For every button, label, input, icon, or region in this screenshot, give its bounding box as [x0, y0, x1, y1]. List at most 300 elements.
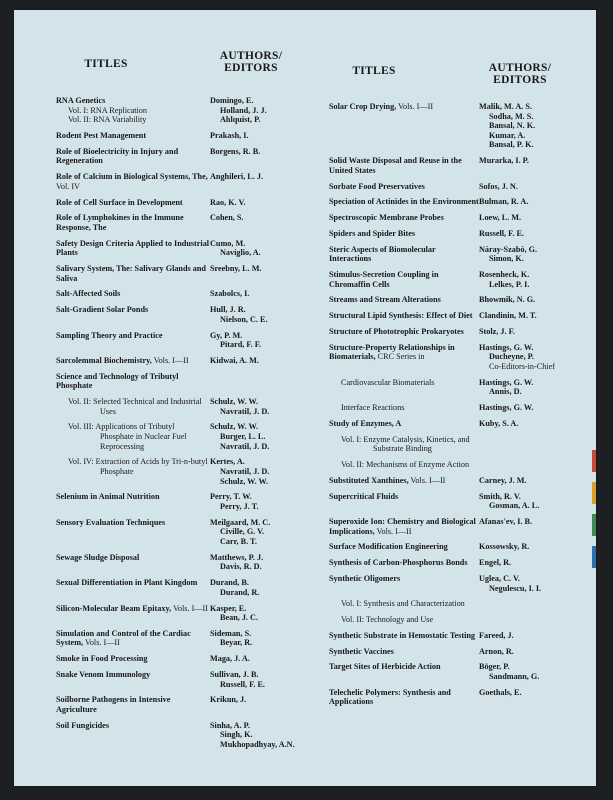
- author-name: Lelkes, P. I.: [489, 279, 530, 289]
- entry-title: Sarcolemmal Biochemistry,: [56, 355, 152, 365]
- catalog-entry: [329, 343, 587, 372]
- entry-title: Role of Calcium in Biological Systems, The,: [56, 172, 208, 182]
- author-name: Navratil, J. D.: [220, 467, 270, 477]
- author-name: Hastings, G. W.: [479, 377, 534, 387]
- entry-subvolume: Vol. I: Synthesis and Characterization: [341, 599, 465, 609]
- catalog-entry: [56, 578, 318, 597]
- entry-title: Role of Cell Surface in Development: [56, 197, 183, 207]
- entry-title: Study of Enzymes, A: [329, 418, 402, 428]
- author-name: Náray-Szabó, G.: [479, 244, 537, 254]
- entry-authors: [479, 102, 587, 150]
- catalog-entry: [56, 629, 318, 648]
- entry-title-block: [329, 615, 479, 625]
- entry-authors: [210, 264, 318, 283]
- catalog-entry: [56, 553, 318, 572]
- entry-subvolume: Vol. I: RNA Replication: [68, 105, 147, 115]
- catalog-entry: [56, 172, 318, 191]
- entry-volume: CRC Series in: [377, 352, 425, 362]
- catalog-entry: [329, 615, 587, 625]
- entry-title: Science and Technology of Tributyl Phosphate: [56, 371, 179, 391]
- author-name: Afanas'ev, I. B.: [479, 516, 532, 526]
- edge-tab: [592, 482, 596, 504]
- entry-authors: [210, 578, 318, 597]
- catalog-entry: [329, 517, 587, 536]
- catalog-entry: [56, 96, 318, 125]
- author-name: Prakash, I.: [210, 130, 249, 140]
- author-name: Hull, J. R.: [210, 305, 246, 315]
- author-name: Kertes, A.: [210, 457, 245, 467]
- entry-authors: [479, 599, 587, 609]
- catalog-entry: [329, 295, 587, 305]
- entry-title: Superoxide Ion: Chemistry and Biological Implications,: [329, 516, 476, 536]
- catalog-entry: [56, 264, 318, 283]
- edge-tab: [592, 546, 596, 568]
- left-column: [56, 50, 318, 756]
- catalog-entry: [329, 574, 587, 593]
- entry-title: Structure of Phototrophic Prokaryotes: [329, 326, 464, 336]
- entry-title-block: [329, 311, 479, 321]
- entry-authors: [479, 295, 587, 305]
- entry-authors: [479, 156, 587, 175]
- author-name: Russell, F. E.: [479, 228, 524, 238]
- catalog-entry: [329, 229, 587, 239]
- entry-title-block: [329, 378, 479, 397]
- entry-title-block: [329, 542, 479, 552]
- entry-authors: [210, 422, 318, 451]
- entry-authors: [210, 198, 318, 208]
- catalog-entry: [329, 492, 587, 511]
- entry-volume: Vol. IV: [56, 181, 80, 191]
- entry-authors: [479, 631, 587, 641]
- catalog-entry: [56, 356, 318, 366]
- entry-title-block: [56, 213, 210, 232]
- author-name: Murarka, I. P.: [479, 156, 529, 166]
- entry-title-block: [56, 131, 210, 141]
- left-column-header: [56, 50, 318, 74]
- entry-subvolume: Vol. II: Mechanisms of Enzyme Action: [341, 460, 470, 470]
- catalog-entry: [329, 688, 587, 707]
- entry-title: Substituted Xanthines,: [329, 475, 409, 485]
- entry-title-block: [56, 372, 210, 391]
- entry-title: Spiders and Spider Bites: [329, 228, 416, 238]
- author-name: Schulz, W. W.: [210, 397, 259, 407]
- entry-title: Target Sites of Herbicide Action: [329, 662, 441, 672]
- entry-authors: [479, 542, 587, 552]
- entry-title-block: [329, 517, 479, 536]
- author-name: Loew, L. M.: [479, 213, 522, 223]
- author-name: Rosenheck, K.: [479, 270, 530, 280]
- entry-authors: [210, 289, 318, 299]
- entry-subvolume: Vol. II: RNA Variability: [68, 115, 147, 125]
- entry-authors: [210, 331, 318, 350]
- author-name: Malik, M. A. S.: [479, 102, 532, 111]
- catalog-entry: [56, 213, 318, 232]
- edge-tab: [592, 450, 596, 472]
- entry-title: Salt-Gradient Solar Ponds: [56, 305, 149, 315]
- entry-authors: [479, 197, 587, 207]
- author-name: Goethals, E.: [479, 687, 522, 697]
- author-name: Böger, P.: [479, 662, 510, 672]
- entry-authors: [210, 518, 318, 547]
- entry-title: Surface Modification Engineering: [329, 542, 448, 552]
- entry-authors: [479, 343, 587, 372]
- entry-title: Soilborne Pathogens in Intensive Agriculture: [56, 695, 171, 714]
- author-name: Perry, J. T.: [220, 502, 259, 511]
- entry-title: Synthesis of Carbon-Phosphorus Bonds: [329, 558, 468, 568]
- author-name: Sideman, S.: [210, 628, 252, 638]
- entry-title-block: [329, 476, 479, 486]
- author-name: Kidwai, A. M.: [210, 355, 259, 365]
- entry-title: Salt-Affected Soils: [56, 289, 121, 299]
- entry-title: Sensory Evaluation Techniques: [56, 517, 166, 527]
- entry-title-block: [329, 647, 479, 657]
- entry-title-block: [329, 631, 479, 641]
- catalog-entry: [329, 270, 587, 289]
- entry-title-block: [56, 397, 210, 416]
- author-name: Durand, R.: [220, 587, 260, 597]
- catalog-entry: [56, 331, 318, 350]
- author-name: Davis, R. D.: [220, 562, 262, 572]
- author-name: Hastings, G. W.: [479, 403, 534, 413]
- authors-heading: AUTHORS/ EDITORS: [488, 62, 552, 86]
- catalog-entry: [56, 422, 318, 451]
- entry-authors: [479, 245, 587, 264]
- author-name: Carney, J. M.: [479, 475, 527, 485]
- entry-authors: [210, 397, 318, 416]
- catalog-entry: [329, 662, 587, 681]
- entry-subseries: Cardiovascular Biomaterials: [341, 377, 435, 387]
- entry-title: Sexual Differentiation in Plant Kingdom: [56, 578, 198, 588]
- entry-volume: Vols. I—II: [84, 638, 120, 648]
- entry-authors: [479, 558, 587, 568]
- entry-title-block: [329, 295, 479, 305]
- author-name: Civille, G. V.: [220, 527, 265, 537]
- entry-title-block: [329, 245, 479, 264]
- entry-authors: [479, 492, 587, 511]
- entry-authors: [479, 647, 587, 657]
- entry-volume: Vols. I—II: [410, 475, 446, 485]
- author-name: Kuby, S. A.: [479, 418, 519, 428]
- author-name: Maga, J. A.: [210, 654, 250, 664]
- entry-authors: [479, 615, 587, 625]
- entry-title-block: [329, 558, 479, 568]
- entry-authors: [210, 305, 318, 324]
- entry-authors: [210, 654, 318, 664]
- author-name: Cohen, S.: [210, 213, 244, 223]
- entry-authors: [479, 403, 587, 413]
- entry-title-block: [329, 435, 479, 454]
- entry-title-block: [56, 239, 210, 258]
- entry-title-block: [329, 492, 479, 511]
- entry-title-block: [56, 198, 210, 208]
- entry-title: Structure-Property Relationships in Biomaterials,: [329, 342, 455, 362]
- catalog-entry: [56, 131, 318, 141]
- entry-subvolume: Vol. I: Enzyme Catalysis, Kinetics, and Substrate Binding: [341, 434, 470, 454]
- entry-title-block: [56, 629, 210, 648]
- catalog-entry: [56, 604, 318, 623]
- author-name: Sullivan, J. B.: [210, 670, 259, 680]
- entry-title-block: [56, 721, 210, 750]
- author-name: Sinha, A. P.: [210, 720, 250, 730]
- author-name: Clandinin, M. T.: [479, 311, 537, 321]
- entry-title: Salivary System, The: Salivary Glands and Saliva: [56, 264, 206, 283]
- entry-authors: [479, 435, 587, 454]
- author-name: Arnon, R.: [479, 646, 514, 656]
- author-name: Beyar, R.: [220, 638, 253, 648]
- entry-title: Supercritical Fluids: [329, 491, 399, 501]
- entry-authors: [210, 670, 318, 689]
- entry-title-block: [329, 182, 479, 192]
- author-note: Co-Editors-in-Chief: [489, 361, 555, 371]
- entry-authors: [210, 213, 318, 232]
- entry-subseries: Interface Reactions: [341, 403, 405, 413]
- entry-title: Sampling Theory and Practice: [56, 330, 163, 340]
- entry-title-block: [56, 518, 210, 547]
- author-name: Navratil, J. D.: [220, 406, 270, 416]
- catalog-entry: [329, 102, 587, 150]
- entry-authors: [210, 604, 318, 623]
- catalog-entry: [56, 198, 318, 208]
- entry-subvolume: Vol. II: Selected Technical and Industrial Uses: [68, 397, 202, 416]
- entry-title: Sorbate Food Preservatives: [329, 181, 425, 191]
- entry-authors: [479, 476, 587, 486]
- author-name: Carr, B. T.: [220, 536, 257, 546]
- entry-title: Snake Venom Immunology: [56, 670, 151, 680]
- author-name: Fareed, J.: [479, 630, 514, 640]
- catalog-entry: [56, 492, 318, 511]
- entry-authors: [210, 372, 318, 391]
- entry-title-block: [329, 343, 479, 372]
- catalog-entry: [56, 457, 318, 486]
- entry-authors: [479, 662, 587, 681]
- entry-title-block: [56, 264, 210, 283]
- author-name: Kossowsky, R.: [479, 542, 530, 552]
- entry-title: Synthetic Vaccines: [329, 646, 394, 656]
- catalog-entry: [56, 239, 318, 258]
- author-name: Krikun, J.: [210, 695, 247, 705]
- entry-title-block: [329, 156, 479, 175]
- entry-title: Synthetic Oligomers: [329, 573, 401, 583]
- entry-authors: [210, 147, 318, 166]
- edge-color-tabs: [592, 450, 596, 578]
- author-name: Hastings, G. W.: [479, 342, 534, 352]
- entry-title-block: [329, 327, 479, 337]
- entry-volume: Vols. I—II: [153, 355, 189, 365]
- entry-title-block: [56, 695, 210, 714]
- author-name: Schulz, W. W.: [210, 422, 259, 432]
- titles-heading: TITLES: [352, 65, 396, 77]
- entry-authors: [479, 327, 587, 337]
- entry-title: Rodent Pest Management: [56, 130, 147, 140]
- entry-title-block: [329, 599, 479, 609]
- catalog-entry: [56, 397, 318, 416]
- author-name: Sreebny, L. M.: [210, 264, 262, 274]
- entry-authors: [210, 172, 318, 191]
- author-name: Naviglio, A.: [220, 248, 261, 258]
- author-name: Burger, L. L.: [220, 432, 266, 442]
- entry-title-block: [56, 147, 210, 166]
- entry-title-block: [56, 356, 210, 366]
- author-name: Matthews, P. J.: [210, 552, 264, 562]
- catalog-entry: [56, 372, 318, 391]
- catalog-entry: [329, 403, 587, 413]
- entry-title: Safety Design Criteria Applied to Industrial Plants: [56, 238, 210, 258]
- entry-title-block: [56, 457, 210, 486]
- catalog-entry: [56, 147, 318, 166]
- author-name: Annis, D.: [489, 387, 522, 397]
- author-name: Perry, T. W.: [210, 492, 252, 502]
- entry-title: Simulation and Control of the Cardiac System,: [56, 628, 191, 648]
- entry-authors: [479, 311, 587, 321]
- entry-title-block: [56, 604, 210, 623]
- author-name: Gy, P. M.: [210, 330, 243, 340]
- catalog-entry: [56, 670, 318, 689]
- entry-title-block: [56, 578, 210, 597]
- author-name: Bean, J. C.: [220, 613, 258, 623]
- author-name: Schulz, W. W.: [220, 476, 269, 486]
- entry-authors: [479, 688, 587, 707]
- catalog-page: [14, 10, 596, 786]
- author-name: Singh, K.: [220, 730, 253, 740]
- entry-title: Spectroscopic Membrane Probes: [329, 213, 444, 223]
- left-entries: [56, 96, 318, 750]
- author-name: Kumar, A.: [489, 130, 526, 140]
- catalog-entry: [56, 289, 318, 299]
- entry-authors: [479, 574, 587, 593]
- entry-title-block: [56, 305, 210, 324]
- author-name: Engel, R.: [479, 558, 512, 568]
- entry-authors: [479, 419, 587, 429]
- entry-authors: [479, 517, 587, 536]
- author-name: Kasper, E.: [210, 603, 247, 613]
- author-name: Simon, K.: [489, 254, 524, 264]
- catalog-entry: [329, 476, 587, 486]
- entry-title-block: [329, 662, 479, 681]
- entry-authors: [210, 356, 318, 366]
- entry-title: Smoke in Food Processing: [56, 654, 148, 664]
- catalog-entry: [56, 721, 318, 750]
- catalog-entry: [329, 197, 587, 207]
- entry-title: Role of Lymphokines in the Immune Response, The: [56, 213, 184, 232]
- catalog-entry: [329, 245, 587, 264]
- entry-title-block: [56, 670, 210, 689]
- catalog-entry: [329, 378, 587, 397]
- entry-title-block: [329, 213, 479, 223]
- catalog-entry: [329, 419, 587, 429]
- entry-title: Streams and Stream Alterations: [329, 295, 441, 305]
- entry-title-block: [329, 197, 479, 207]
- catalog-entry: [56, 518, 318, 547]
- entry-authors: [210, 131, 318, 141]
- catalog-entry: [329, 647, 587, 657]
- entry-authors: [479, 378, 587, 397]
- author-name: Durand, B.: [210, 578, 249, 588]
- entry-title: Speciation of Actinides in the Environment: [329, 197, 479, 207]
- entry-volume: Vols. I—II: [173, 603, 208, 613]
- right-column: [329, 62, 587, 713]
- entry-title: Sewage Sludge Disposal: [56, 552, 140, 562]
- author-name: Uglea, C. V.: [479, 573, 520, 583]
- author-name: Bulman, R. A.: [479, 197, 529, 207]
- right-column-header: [329, 62, 587, 86]
- entry-title-block: [329, 270, 479, 289]
- entry-title: Solar Crop Drying,: [329, 102, 397, 111]
- catalog-entry: [329, 599, 587, 609]
- entry-title: Structural Lipid Synthesis: Effect of Diet: [329, 311, 473, 321]
- entry-authors: [479, 460, 587, 470]
- entry-authors: [210, 629, 318, 648]
- catalog-entry: [329, 182, 587, 192]
- entry-title-block: [56, 172, 210, 191]
- entry-authors: [210, 457, 318, 486]
- author-name: Bansal, P. K.: [489, 140, 534, 150]
- entry-title-block: [329, 688, 479, 707]
- author-name: Gosman, A. L.: [489, 501, 540, 511]
- author-name: Navratil, J. D.: [220, 441, 270, 451]
- author-name: Sandmann, G.: [489, 672, 540, 681]
- entry-title-block: [329, 419, 479, 429]
- edge-tab: [592, 514, 596, 536]
- right-entries: [329, 102, 587, 707]
- entry-authors: [210, 553, 318, 572]
- entry-authors: [479, 229, 587, 239]
- entry-title-block: [56, 492, 210, 511]
- entry-subvolume: Vol. IV: Extraction of Acids by Tri-n-butyl Phosphate: [68, 457, 208, 477]
- author-name: Sofos, J. N.: [479, 181, 518, 191]
- entry-volume: Vols. I—II: [398, 102, 434, 111]
- catalog-entry: [329, 327, 587, 337]
- entry-title-block: [56, 289, 210, 299]
- entry-title: RNA Genetics: [56, 96, 106, 105]
- author-name: Pitard, F. F.: [220, 340, 262, 350]
- entry-title: Synthetic Substrate in Hemostatic Testing: [329, 630, 476, 640]
- entry-title: Selenium in Animal Nutrition: [56, 492, 160, 502]
- catalog-entry: [56, 695, 318, 714]
- entry-subvolume: Vol. II: Technology and Use: [341, 615, 434, 625]
- entry-authors: [210, 695, 318, 714]
- entry-title-block: [329, 102, 479, 150]
- entry-title: Role of Bioelectricity in Injury and Regeneration: [56, 146, 179, 166]
- entry-title-block: [329, 403, 479, 413]
- entry-title: Steric Aspects of Biomolecular Interactions: [329, 244, 436, 264]
- author-name: Russell, F. E.: [220, 679, 265, 689]
- entry-subvolume: Vol. III: Applications of Tributyl Phosphate in Nuclear Fuel Reprocessing: [68, 422, 187, 451]
- authors-heading: AUTHORS/ EDITORS: [219, 50, 283, 74]
- entry-title-block: [56, 422, 210, 451]
- catalog-entry: [329, 460, 587, 470]
- author-name: Nielson, C. E.: [220, 314, 268, 324]
- catalog-entry: [56, 305, 318, 324]
- author-name: Ducheyne, P.: [489, 352, 534, 362]
- author-name: Szabolcs, I.: [210, 289, 250, 299]
- catalog-entry: [329, 558, 587, 568]
- entry-title-block: [56, 96, 210, 125]
- catalog-entry: [329, 631, 587, 641]
- author-name: Anghileri, L. J.: [210, 172, 263, 182]
- entry-title-block: [56, 331, 210, 350]
- author-name: Stolz, J. F.: [479, 326, 515, 336]
- catalog-entry: [56, 654, 318, 664]
- catalog-entry: [329, 542, 587, 552]
- author-name: Bansal, N. K.: [489, 121, 536, 131]
- entry-volume: Vols. I—II: [376, 526, 412, 536]
- entry-authors: [479, 213, 587, 223]
- author-name: Cumo, M.: [210, 238, 246, 248]
- author-name: Domingo, E.: [210, 96, 254, 105]
- entry-title-block: [329, 574, 479, 593]
- entry-title: Stimulus-Secretion Coupling in Chromaffin Cells: [329, 270, 439, 289]
- author-name: Meilgaard, M. C.: [210, 517, 271, 527]
